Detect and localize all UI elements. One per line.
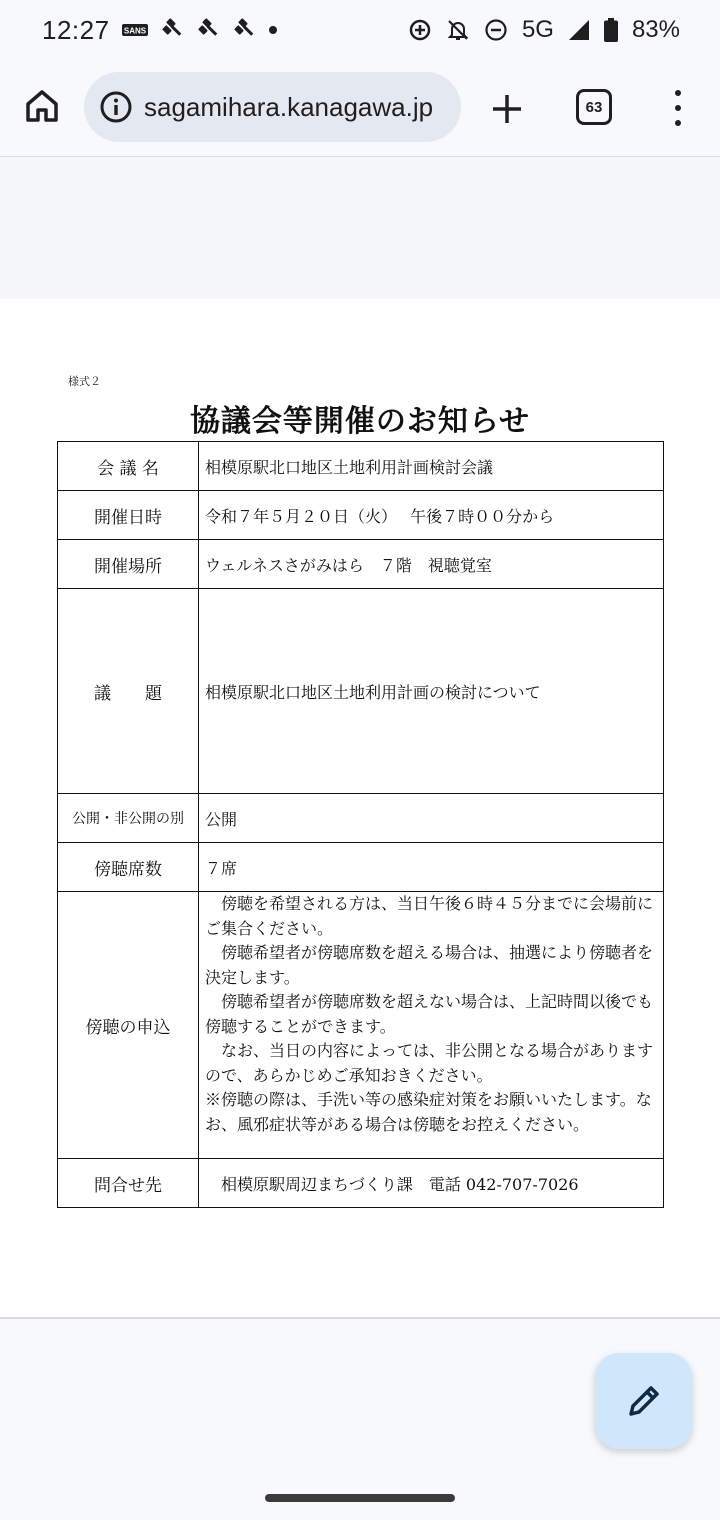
more-vert-icon[interactable] — [666, 90, 690, 126]
value-datetime: 令和７年５月２０日（火） 午後７時００分から — [199, 491, 664, 540]
gavel-icon — [196, 18, 220, 42]
info-icon — [99, 90, 133, 124]
table-row — [58, 1159, 664, 1208]
value-seats: ７席 — [199, 843, 664, 892]
notifications-off-icon — [446, 18, 470, 42]
home-button[interactable] — [22, 84, 62, 128]
pdf-viewer-margin — [0, 157, 720, 299]
system-icons — [408, 16, 680, 44]
value-venue: ウェルネスさがみはら ７階 視聴覚室 — [199, 540, 664, 589]
table-row — [58, 442, 664, 491]
app-notification-icon — [122, 23, 148, 37]
pencil-icon — [625, 1382, 663, 1420]
svg-text:SANS: SANS — [123, 26, 146, 36]
tab-switcher-button[interactable] — [576, 89, 612, 125]
new-tab-button[interactable] — [486, 88, 528, 130]
table-row — [58, 540, 664, 589]
table-row — [58, 794, 664, 843]
application-paragraph: 傍聴を希望される方は、当日午後６時４５分までに会場前にご集合ください。 — [205, 894, 654, 938]
edit-fab-button[interactable] — [595, 1353, 692, 1449]
table-row — [58, 491, 664, 540]
value-application — [199, 892, 664, 1159]
label-seats: 傍聴席数 — [58, 843, 199, 892]
gavel-icon — [160, 18, 184, 42]
home-icon — [24, 88, 60, 124]
notification-icons — [122, 18, 278, 42]
label-public: 公開・非公開の別 — [58, 794, 199, 843]
label-contact: 問合せ先 — [58, 1159, 199, 1208]
gavel-icon — [232, 18, 256, 42]
do-not-disturb-icon — [484, 18, 508, 42]
url-text[interactable]: sagamihara.kanagawa.jp — [144, 91, 434, 122]
browser-toolbar — [0, 60, 720, 156]
application-paragraph: なお、当日の内容によっては、非公開となる場合がありますので、あらかじめご承知おきください。 — [205, 1041, 654, 1085]
address-bar[interactable] — [84, 72, 461, 142]
label-agenda: 議 題 — [58, 589, 199, 794]
label-venue: 開催場所 — [58, 540, 199, 589]
value-public: 公開 — [199, 794, 664, 843]
site-info-button[interactable] — [88, 72, 144, 142]
network-type: 5G — [521, 16, 554, 43]
signal-icon — [568, 19, 590, 41]
value-meeting-name: 相模原駅北口地区土地利用計画検討会議 — [199, 442, 664, 491]
gesture-home-indicator[interactable] — [265, 1494, 455, 1502]
application-paragraph: 傍聴希望者が傍聴席数を超える場合は、抽選により傍聴者を決定します。 — [205, 943, 654, 987]
label-datetime: 開催日時 — [58, 491, 199, 540]
battery-percent: 83% — [631, 16, 680, 43]
status-time: 12:27 — [42, 14, 110, 45]
application-paragraph: 傍聴希望者が傍聴席数を超えない場合は、上記時間以後でも傍聴することができます。 — [205, 992, 654, 1036]
more-notifications-dot-icon — [268, 25, 278, 35]
status-bar — [0, 0, 720, 60]
value-contact: 相模原駅周辺まちづくり課 電話 042-707-7026 — [199, 1159, 664, 1208]
notice-table — [57, 441, 664, 1208]
data-saver-icon — [408, 18, 432, 42]
label-meeting-name: 会 議 名 — [58, 442, 199, 491]
page-title: 協議会等開催のお知らせ — [189, 404, 531, 439]
tab-count: 63 — [585, 98, 603, 116]
value-agenda: 相模原駅北口地区土地利用計画の検討について — [199, 589, 664, 794]
battery-icon — [604, 18, 618, 42]
application-paragraph: ※傍聴の際は、手洗い等の感染症対策をお願いいたします。なお、風邪症状等がある場合は傍聴をお控えください。 — [205, 1090, 652, 1134]
table-row — [58, 843, 664, 892]
plus-icon — [491, 93, 523, 125]
form-number-label: 様式２ — [68, 375, 101, 388]
table-row — [58, 892, 664, 1159]
table-row — [58, 589, 664, 794]
label-application: 傍聴の申込 — [58, 892, 199, 1159]
